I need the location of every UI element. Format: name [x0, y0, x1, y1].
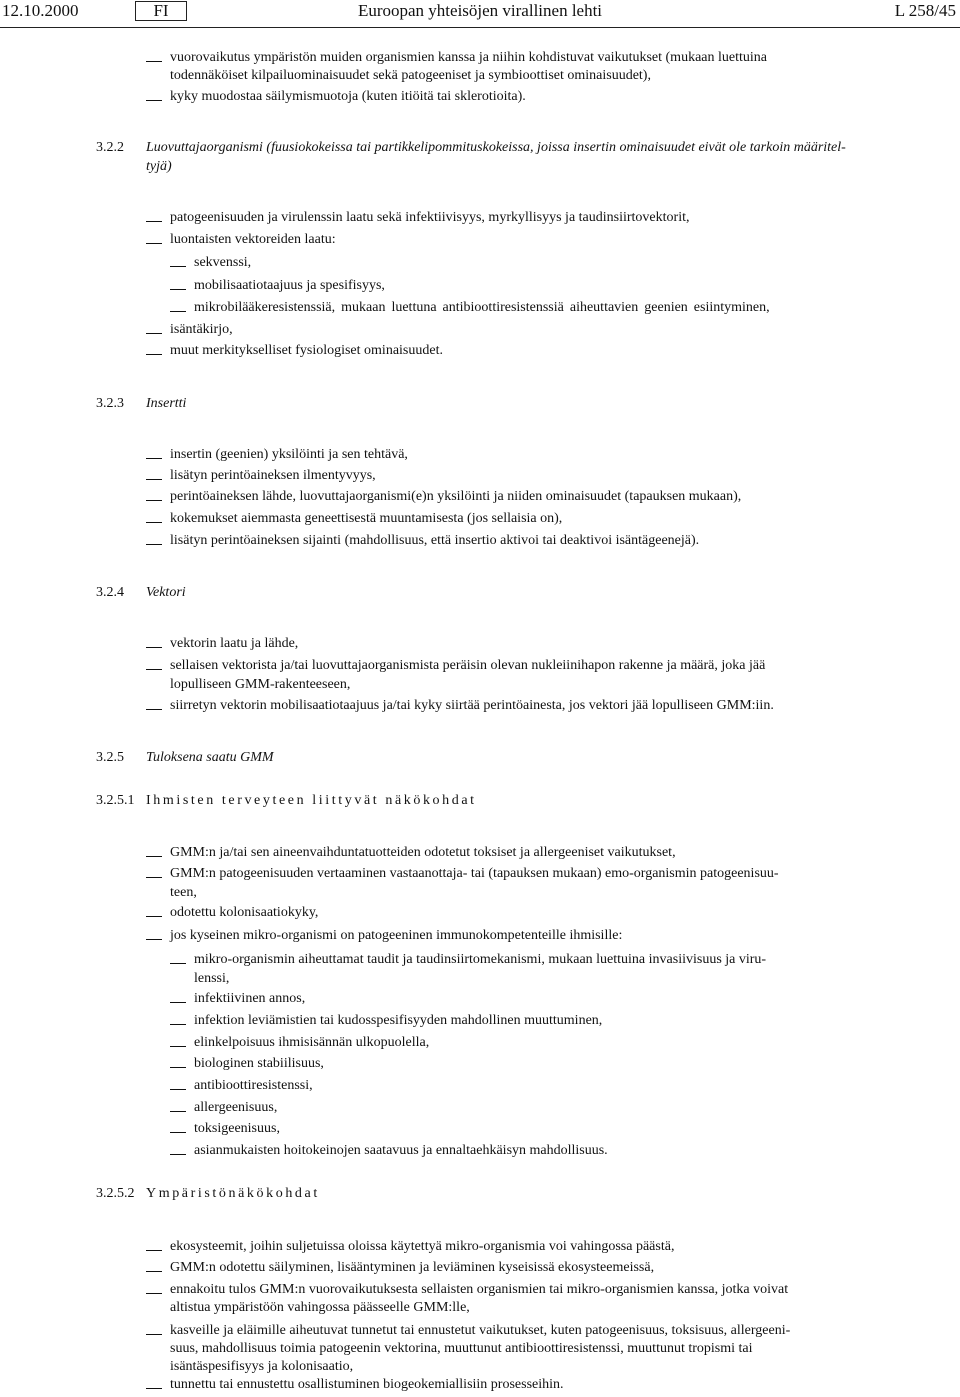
section-title: Tuloksena saatu GMM	[146, 750, 274, 765]
dash-marker	[146, 856, 162, 857]
list-item: GMM:n patogeenisuuden vertaaminen vastaanottaja- tai (tapauksen mukaan) emo-organismin patogeenisuu-	[170, 866, 779, 881]
sub-list-item: mikrobilääkeresistenssiä, mukaan luettuna antibioottiresistenssiä aiheuttavien geenien esiintyminen,	[194, 300, 770, 315]
dash-marker	[146, 354, 162, 355]
dash-marker	[146, 100, 162, 101]
list-item: perintöaineksen lähde, luovuttajaorganismi(e)n yksilöinti ja niiden ominaisuudet (tapauksen mukaan),	[170, 489, 742, 504]
list-item: ennakoitu tulos GMM:n vuorovaikutuksesta sellaisten organismien tai mikro-organismien kanssa, jotka voivat	[170, 1282, 789, 1297]
dash-marker	[146, 709, 162, 710]
dash-marker	[170, 1089, 186, 1090]
list-item: patogeenisuuden ja virulenssin laatu sekä infektiivisyys, myrkyllisyys ja taudinsiirtovektorit,	[170, 210, 690, 225]
list-item: kokemukset aiemmasta geneettisestä muuntamisesta (jos sellaisia on),	[170, 511, 563, 526]
language-badge: FI	[135, 1, 187, 21]
dash-marker	[146, 61, 162, 62]
section-title: Ympäristönäkökohdat	[146, 1186, 320, 1201]
list-item-continuation: altistua ympäristöön vahingossa päässeelle GMM:lle,	[170, 1300, 470, 1315]
list-item: insertin (geenien) yksilöinti ja sen tehtävä,	[170, 447, 408, 462]
dash-marker	[146, 479, 162, 480]
section-number: 3.2.5	[96, 750, 124, 765]
sub-list-item: toksigeenisuus,	[194, 1121, 280, 1136]
list-item: tunnettu tai ennustettu osallistuminen biogeokemiallisiin prosesseihin.	[170, 1377, 564, 1392]
dash-marker	[146, 1250, 162, 1251]
section-number: 3.2.5.2	[96, 1186, 135, 1201]
dash-marker	[146, 1388, 162, 1389]
list-item: GMM:n ja/tai sen aineenvaihduntatuotteiden odotetut toksiset ja allergeeniset vaikutukset,	[170, 845, 676, 860]
dash-marker	[146, 221, 162, 222]
sub-list-item: infektiivinen annos,	[194, 991, 306, 1006]
dash-marker	[146, 544, 162, 545]
list-item: kasveille ja eläimille aiheutuvat tunnetut tai ennustetut vaikutukset, kuten patogeenisuus, toksisuus, allergeeni-	[170, 1323, 791, 1338]
section-title: Vektori	[146, 585, 186, 600]
dash-marker	[146, 500, 162, 501]
dash-marker	[146, 333, 162, 334]
dash-marker	[170, 1024, 186, 1025]
list-item: lisätyn perintöaineksen sijainti (mahdollisuus, että insertio aktivoi tai deaktivoi isäntägeenejä).	[170, 533, 700, 548]
list-item: sellaisen vektorista ja/tai luovuttajaorganismista peräisin olevan nukleiinihapon rakenne ja määrä, joka jää	[170, 658, 766, 673]
dash-marker	[170, 311, 186, 312]
list-item-continuation: teen,	[170, 885, 197, 900]
sub-list-item: elinkelpoisuus ihmisisännän ulkopuolella,	[194, 1035, 430, 1050]
page-number: L 258/45	[894, 1, 956, 20]
dash-marker	[146, 1271, 162, 1272]
list-item: jos kyseinen mikro-organismi on patogeeninen immunokompetenteille ihmisille:	[170, 928, 623, 943]
section-title: Luovuttajaorganismi (fuusiokokeissa tai partikkelipommituskokeissa, joissa insertin ominaisuudet eivät ole tarkoin määritel-	[146, 140, 846, 155]
sub-list-item: mobilisaatiotaajuus ja spesifisyys,	[194, 278, 385, 293]
list-item: vuorovaikutus ympäristön muiden organismien kanssa ja niihin kohdistuvat vaikutukset (mukaan luettuina	[170, 50, 767, 65]
dash-marker	[170, 289, 186, 290]
header-date: 12.10.2000	[2, 1, 79, 20]
journal-title: Euroopan yhteisöjen virallinen lehti	[357, 1, 603, 20]
dash-marker	[146, 669, 162, 670]
list-item: lisätyn perintöaineksen ilmentyvyys,	[170, 468, 376, 483]
list-item: kyky muodostaa säilymismuotoja (kuten itiöitä tai sklerotioita).	[170, 89, 526, 104]
list-item: siirretyn vektorin mobilisaatiotaajuus ja/tai kyky siirtää perintöainesta, jos vektori jää lopulliseen GMM:iin.	[170, 698, 774, 713]
dash-marker	[146, 1334, 162, 1335]
section-title: Insertti	[146, 396, 187, 411]
sub-list-item: sekvenssi,	[194, 255, 252, 270]
dash-marker	[170, 1111, 186, 1112]
header-rule	[0, 27, 960, 28]
dash-marker	[146, 939, 162, 940]
section-number: 3.2.2	[96, 140, 124, 155]
section-number: 3.2.5.1	[96, 793, 135, 808]
dash-marker	[170, 1067, 186, 1068]
dash-marker	[170, 1132, 186, 1133]
sub-list-item: antibioottiresistenssi,	[194, 1078, 313, 1093]
list-item: odotettu kolonisaatiokyky,	[170, 905, 319, 920]
dash-marker	[146, 243, 162, 244]
sub-list-item: asianmukaisten hoitokeinojen saatavuus ja ennaltaehkäisyn mahdollisuus.	[194, 1143, 608, 1158]
sub-list-item-continuation: lenssi,	[194, 971, 230, 986]
sub-list-item: mikro-organismin aiheuttamat taudit ja taudinsiirtomekanismi, mukaan luettuina invasiivisuus ja viru-	[194, 952, 767, 967]
sub-list-item: biologinen stabiilisuus,	[194, 1056, 324, 1071]
list-item-continuation: todennäköiset kilpailuominaisuudet sekä patogeeniset ja symbioottiset ominaisuudet),	[170, 68, 651, 83]
section-number: 3.2.4	[96, 585, 124, 600]
dash-marker	[146, 877, 162, 878]
section-title-continuation: tyjä)	[146, 159, 172, 174]
sub-list-item: allergeenisuus,	[194, 1100, 278, 1115]
list-item: luontaisten vektoreiden laatu:	[170, 232, 336, 247]
section-title: Ihmisten terveyteen liittyvät näkökohdat	[146, 793, 477, 808]
list-item: ekosysteemit, joihin suljetuissa oloissa käytettyä mikro-organismia voi vahingossa päästä,	[170, 1239, 675, 1254]
sub-list-item: infektion leviämistien tai kudosspesifisyyden mahdollinen muuttuminen,	[194, 1013, 603, 1028]
list-item: vektorin laatu ja lähde,	[170, 636, 299, 651]
list-item: isäntäkirjo,	[170, 322, 233, 337]
dash-marker	[146, 916, 162, 917]
dash-marker	[170, 1002, 186, 1003]
list-item: GMM:n odotettu säilyminen, lisääntyminen ja leviäminen kyseisissä ekosysteemeissä,	[170, 1260, 655, 1275]
dash-marker	[170, 266, 186, 267]
dash-marker	[170, 963, 186, 964]
dash-marker	[146, 647, 162, 648]
dash-marker	[146, 522, 162, 523]
list-item-continuation: isäntäspesifisyys ja kolonisaatio,	[170, 1359, 354, 1374]
list-item: muut merkitykselliset fysiologiset ominaisuudet.	[170, 343, 443, 358]
list-item-continuation: suus, mahdollisuus toimia patogeenin vektorina, muuttunut antibioottiresistenssi, muuttunut tropismi tai	[170, 1341, 753, 1356]
dash-marker	[146, 458, 162, 459]
dash-marker	[170, 1046, 186, 1047]
section-number: 3.2.3	[96, 396, 124, 411]
dash-marker	[146, 1293, 162, 1294]
list-item-continuation: lopulliseen GMM-rakenteeseen,	[170, 677, 351, 692]
dash-marker	[170, 1154, 186, 1155]
